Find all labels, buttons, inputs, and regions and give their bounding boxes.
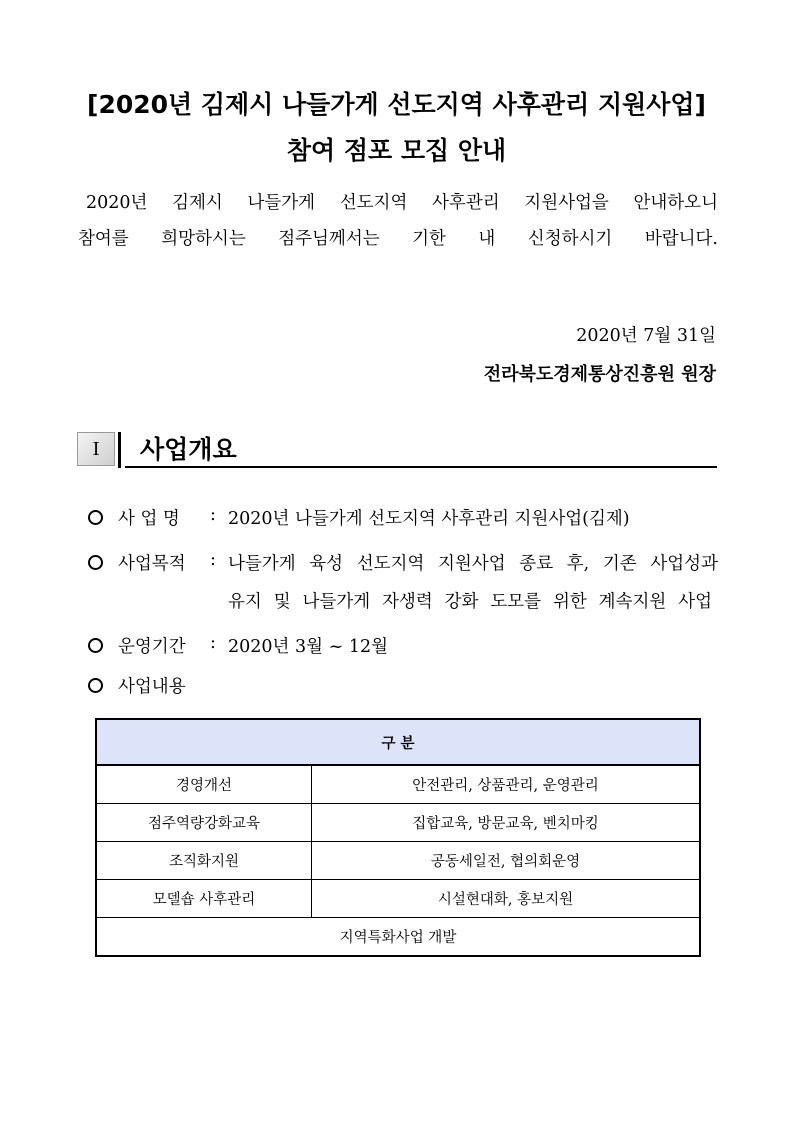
item-colon: : (210, 633, 216, 653)
table-header-cell: 구 분 (96, 719, 700, 765)
table-row (96, 804, 700, 842)
table-footer-cell: 지역특화사업 개발 (96, 918, 700, 957)
issuer: 전라북도경제통상진흥원 원장 (483, 364, 716, 385)
intro-line2: 참여를 희망하시는 점주님께서는 기한 내 신청하시기 바랍니다. (78, 229, 718, 249)
table-category-cell: 점주역량강화교육 (96, 804, 312, 842)
item-text: 나들가게 육성 선도지역 지원사업 종료 후, 기존 사업성과 (228, 554, 718, 574)
table-row (96, 880, 700, 918)
table-header-row (96, 719, 700, 765)
section-divider (118, 432, 121, 468)
table-category-cell: 모델숍 사후관리 (96, 880, 312, 918)
item-text-continued: 유지 및 나들가게 자생력 강화 도모를 위한 계속지원 사업 (228, 592, 712, 612)
section-underline (125, 466, 717, 468)
item-label: 사업목적 (118, 554, 186, 574)
bullet-circle-icon (88, 638, 103, 653)
section-title: 사업개요 (140, 435, 237, 464)
table-content-cell: 공동세일전, 협의회운영 (312, 842, 701, 880)
item-colon: : (210, 505, 216, 525)
table-row (96, 842, 700, 880)
document-title-line1: [2020년 김제시 나들가게 선도지역 사후관리 지원사업] (87, 90, 706, 119)
item-label: 사업내용 (118, 677, 186, 697)
section-number: Ⅰ (92, 438, 100, 460)
item-text: 2020년 3월 ~ 12월 (228, 637, 389, 657)
table-content-cell: 안전관리, 상품관리, 운영관리 (312, 765, 701, 804)
item-label: 운영기간 (118, 637, 186, 657)
bullet-circle-icon (88, 510, 103, 525)
table-content-cell: 집합교육, 방문교육, 벤치마킹 (312, 804, 701, 842)
table-footer-row (96, 918, 700, 957)
bullet-circle-icon (88, 555, 103, 570)
section-number-box (77, 432, 115, 466)
item-label: 사 업 명 (118, 509, 180, 529)
table-category-cell: 조직화지원 (96, 842, 312, 880)
table-category-cell: 경영개선 (96, 765, 312, 804)
item-text: 2020년 나들가게 선도지역 사후관리 지원사업(김제) (228, 509, 630, 529)
item-colon: : (210, 550, 216, 570)
table-row (96, 765, 700, 804)
issue-date: 2020년 7월 31일 (576, 326, 716, 346)
bullet-circle-icon (88, 678, 103, 693)
table-content-cell: 시설현대화, 홍보지원 (312, 880, 701, 918)
intro-line1: 2020년 김제시 나들가게 선도지역 사후관리 지원사업을 안내하오니 (86, 193, 718, 213)
business-content-table (95, 718, 701, 957)
document-title-line2: 참여 점포 모집 안내 (286, 136, 507, 165)
